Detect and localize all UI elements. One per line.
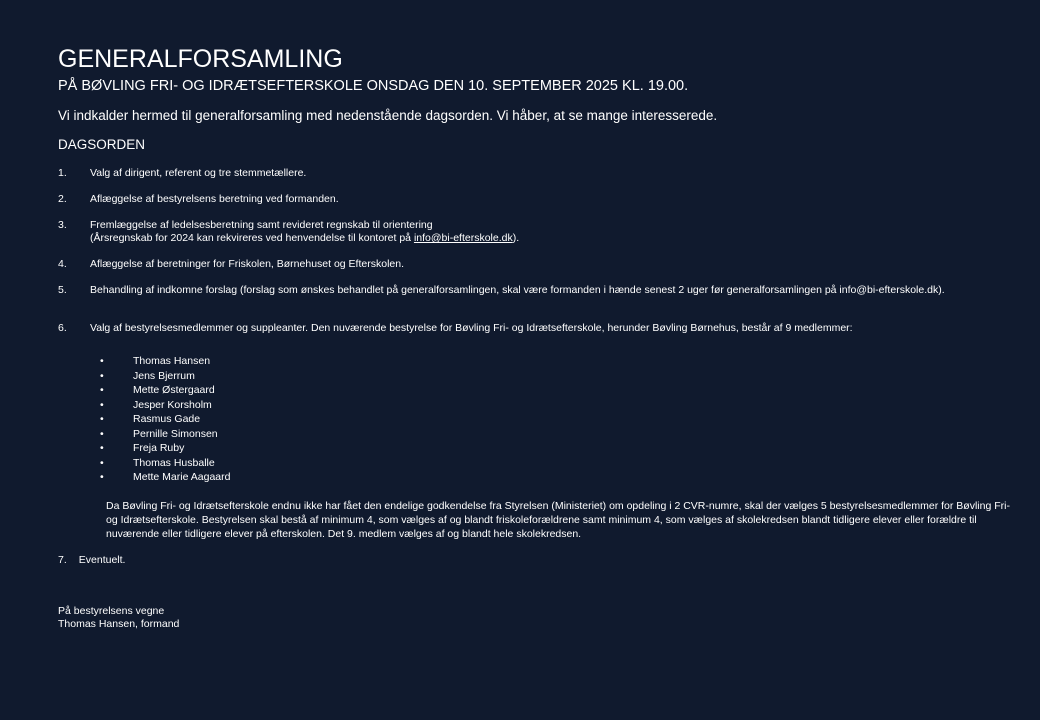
agenda-item-7: [58, 554, 125, 566]
agenda-item-text: Aflæggelse af bestyrelsens beretning ved formanden.: [90, 193, 339, 205]
signature: [58, 605, 179, 631]
list-item: [100, 441, 230, 456]
page-subtitle: PÅ BØVLING FRI- OG IDRÆTSEFTERSKOLE ONSDAG DEN 10. SEPTEMBER 2025 KL. 19.00.: [58, 78, 689, 94]
bullet-icon: •: [100, 384, 104, 396]
signature-line-2: Thomas Hansen, formand: [58, 618, 180, 630]
bullet-icon: •: [100, 369, 104, 382]
agenda-item-number: 5.: [58, 284, 67, 296]
agenda-item-number: 7.: [58, 554, 67, 566]
agenda-item-text: Aflæggelse af beretninger for Friskolen, Børnehuset og Efterskolen.: [90, 258, 404, 270]
agenda-item-number: 4.: [58, 258, 67, 270]
list-item: [100, 354, 230, 369]
bullet-icon: •: [100, 471, 104, 483]
bullet-icon: •: [100, 456, 104, 469]
agenda-item-text: Behandling af indkomne forslag (forslag som ønskes behandlet på generalforsamlingen, skal være formanden i hænde senest 2 uger før generalforsamlingen på info@bi-efterskole.dk).: [90, 284, 945, 296]
member-name: Jens Bjerrum: [133, 369, 195, 382]
agenda-item-number: 6.: [58, 322, 67, 334]
page-title: GENERALFORSAMLING: [58, 45, 343, 73]
list-item: [100, 470, 230, 485]
agenda-item-2: [58, 193, 1018, 206]
list-item: [100, 427, 230, 442]
agenda-item-text: Eventuelt.: [78, 554, 126, 566]
member-name: Thomas Hansen: [133, 355, 211, 367]
agenda-item-4: [58, 258, 1018, 271]
bullet-icon: •: [100, 398, 104, 411]
bullet-icon: •: [100, 427, 104, 440]
list-item: [100, 369, 230, 384]
agenda-item-3-line1: Fremlæggelse af ledelsesberetning samt revideret regnskab til orientering: [90, 219, 433, 231]
agenda-item-3-prefix: (Årsregnskab for 2024 kan rekvireres ved henvendelse til kontoret på: [90, 232, 414, 244]
member-name: Thomas Husballe: [133, 456, 215, 469]
member-name: Pernille Simonsen: [133, 427, 218, 440]
agenda-item-text: Valg af bestyrelsesmedlemmer og suppleanter. Den nuværende bestyrelse for Bøvling Fri- og Idrætsefterskole, herunder Bøvling Børnehus, består af 9 medlemmer:: [90, 322, 853, 334]
agenda-item-6: [58, 322, 1018, 335]
bullet-icon: •: [100, 413, 104, 425]
agenda-item-3-suffix: ).: [512, 232, 520, 244]
bullet-icon: •: [100, 442, 104, 454]
member-name: Rasmus Gade: [133, 413, 201, 425]
list-item: [100, 456, 230, 471]
agenda-heading: DAGSORDEN: [58, 137, 146, 152]
bullet-icon: •: [100, 355, 104, 367]
agenda-item-number: 2.: [58, 193, 67, 205]
intro-text: Vi indkalder hermed til generalforsamling med nedenstående dagsorden. Vi håber, at se mange interesserede.: [58, 108, 718, 123]
member-name: Mette Marie Aagaard: [133, 471, 231, 483]
email-link[interactable]: info@bi-efterskole.dk: [413, 232, 513, 244]
agenda-item-text: Valg af dirigent, referent og tre stemmetællere.: [90, 167, 307, 179]
list-item: [100, 383, 230, 398]
list-item: [100, 398, 230, 413]
member-name: Mette Østergaard: [133, 384, 215, 396]
election-note: Da Bøvling Fri- og Idrætsefterskole endnu ikke har fået den endelige godkendelse fra Styrelsen (Ministeriet) om opdeling i 2 CVR-numre, skal der vælges 5 bestyrelsesmedlemmer for Bøvling Fri- og Idrætsefterskole. Bestyrelsen skal bestå af minimum 4, som vælges af og blandt friskoleforældrene samt minimum 4, som vælges af skolekredsen blandt tidligere elever eller forældre til nuværende eller tidligere elever på efterskolen. Det 9. medlem vælges af og blandt hele skolekredsen.: [106, 500, 1010, 540]
agenda-item-number: 1.: [58, 167, 67, 179]
agenda-item-1: [58, 167, 1018, 180]
agenda-item-number: 3.: [58, 219, 67, 231]
agenda-item-5: [58, 284, 1018, 297]
agenda-item-3-line2: [90, 232, 1018, 245]
agenda-item-3: [58, 219, 1018, 245]
agenda-item-text: [90, 219, 1018, 245]
board-members-list: [100, 354, 230, 485]
member-name: Freja Ruby: [133, 442, 185, 454]
member-name: Jesper Korsholm: [133, 398, 212, 411]
list-item: [100, 412, 230, 427]
signature-line-1: På bestyrelsens vegne: [58, 605, 165, 617]
